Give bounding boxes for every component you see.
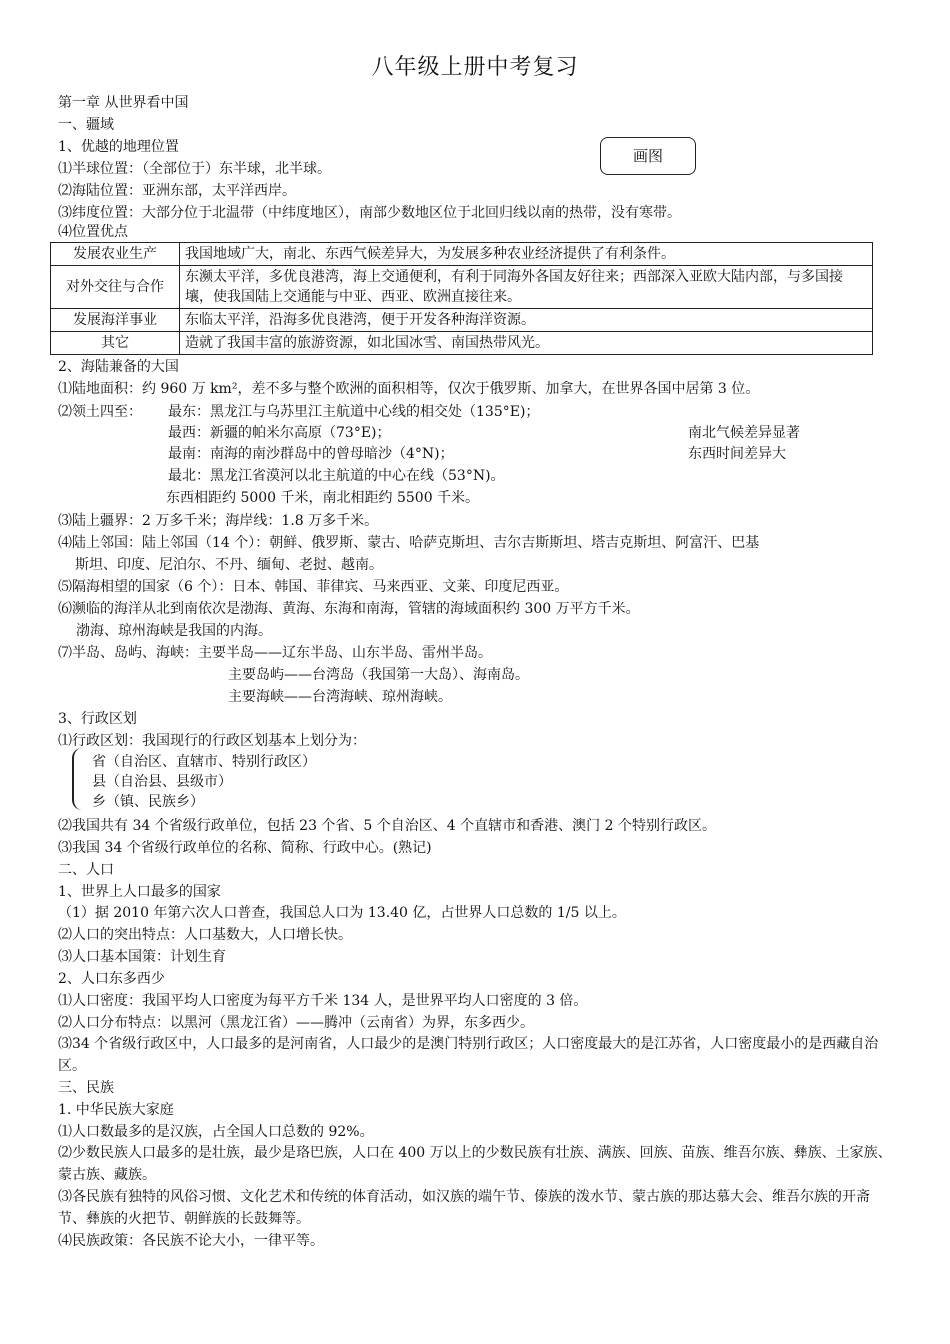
text-line: ⑹濒临的海洋从北到南依次是渤海、黄海、东海和南海，管辖的海域面积约 300 万平方千米。: [58, 601, 640, 617]
text-line: ⑵领土四至：: [58, 404, 142, 420]
section-heading: 一、疆域: [58, 117, 114, 133]
admin-level: 省（自治区、直辖市、特别行政区）: [92, 754, 316, 770]
text-paragraph: ⑵少数民族人口最多的是壮族，最少是珞巴族，人口在 400 万以上的少数民族有壮族、满族、回族、苗族、维吾尔族、彝族、土家族、蒙古族、藏族。: [58, 1145, 892, 1183]
table-value: 东濒太平洋，多优良港湾，海上交通便利，有利于同海外各国友好往来；西部深入亚欧大陆内部，与多国接壤，使我国陆上交通能与中亚、西亚、欧洲直接往来。: [180, 266, 873, 309]
text-line: ⑵人口的突出特点：人口基数大，人口增长快。: [58, 927, 352, 943]
side-note: 南北气候差异显著: [688, 425, 800, 441]
admin-level: 乡（镇、民族乡）: [92, 794, 204, 810]
admin-level: 县（自治县、县级市）: [92, 774, 232, 790]
text-line: ⑵人口分布特点：以黑河（黑龙江省）——腾冲（云南省）为界，东多西少。: [58, 1015, 534, 1031]
subsection-heading: 1. 中华民族大家庭: [58, 1102, 174, 1118]
text-line: ⑴半球位置：（全部位于）东半球，北半球。: [58, 161, 331, 177]
text-line: ⑸隔海相望的国家（6 个）：日本、韩国、菲律宾、马来西亚、文莱、印度尼西亚。: [58, 579, 569, 595]
text-line: 斯坦、印度、尼泊尔、不丹、缅甸、老挝、越南。: [75, 557, 383, 573]
chapter-heading: 第一章 从世界看中国: [58, 95, 189, 111]
text-line: ⑶人口基本国策：计划生育: [58, 949, 226, 965]
text-line: ⑴人口数最多的是汉族，占全国人口总数的 92%。: [58, 1124, 374, 1140]
extreme-west: 最西：新疆的帕米尔高原（73°E)；: [168, 425, 391, 441]
table-value: 东临太平洋，沿海多优良港湾，便于开发各种海洋资源。: [180, 309, 873, 332]
side-note: 东西时间差异大: [688, 446, 786, 462]
text-line: ⑴陆地面积：约 960 万 km²，差不多与整个欧洲的面积相等，仅次于俄罗斯、加拿大，在世界各国中居第 3 位。: [58, 381, 760, 397]
text-line: 主要岛屿——台湾岛（我国第一大岛）、海南岛。: [228, 667, 529, 683]
extreme-south: 最南：南海的南沙群岛中的曾母暗沙（4°N)；: [168, 446, 454, 462]
extreme-east: 最东：黑龙江与乌苏里江主航道中心线的相交处（135°E)；: [168, 404, 540, 420]
table-row: [51, 332, 873, 355]
text-line: ⑷陆上邻国：陆上邻国（14 个）：朝鲜、俄罗斯、蒙古、哈萨克斯坦、吉尔吉斯斯坦、塔吉克斯坦、阿富汗、巴基: [58, 535, 760, 551]
table-key: 发展农业生产: [51, 243, 180, 266]
text-line: ⑴人口密度：我国平均人口密度为每平方千米 134 人，是世界平均人口密度的 3 倍。: [58, 993, 588, 1009]
text-line: ⑵我国共有 34 个省级行政单位，包括 23 个省、5 个自治区、4 个直辖市和香港、澳门 2 个特别行政区。: [58, 818, 716, 834]
table-key: 其它: [51, 332, 180, 355]
table-row: [51, 266, 873, 309]
brace-bracket: [72, 748, 84, 810]
subsection-heading: 1、优越的地理位置: [58, 139, 179, 155]
table-row: [51, 243, 873, 266]
subsection-heading: 2、人口东多西少: [58, 971, 165, 987]
subsection-heading: 3、行政区划: [58, 711, 137, 727]
extreme-north: 最北：黑龙江省漠河以北主航道的中心在线（53°N)。: [168, 468, 505, 484]
text-line: 东西相距约 5000 千米，南北相距约 5500 千米。: [166, 490, 480, 506]
table-value: 我国地域广大，南北、东西气候差异大，为发展多种农业经济提供了有利条件。: [180, 243, 873, 266]
page-title: 八年级上册中考复习: [371, 55, 579, 80]
location-advantages-table: [50, 242, 873, 355]
draw-figure-box: 画图: [600, 137, 696, 175]
text-line: ⑶我国 34 个省级行政单位的名称、简称、行政中心。(熟记): [58, 840, 432, 856]
table-key: 对外交往与合作: [51, 266, 180, 309]
text-line: （1）据 2010 年第六次人口普查，我国总人口为 13.40 亿，占世界人口总数的 1/5 以上。: [58, 905, 626, 921]
table-value: 造就了我国丰富的旅游资源，如北国冰雪、南国热带风光。: [180, 332, 873, 355]
text-line: 主要海峡——台湾海峡、琼州海峡。: [228, 689, 452, 705]
text-line: ⑷民族政策：各民族不论大小，一律平等。: [58, 1233, 324, 1249]
text-line: ⑺半岛、岛屿、海峡：主要半岛——辽东半岛、山东半岛、雷州半岛。: [58, 645, 492, 661]
text-line: ⑵海陆位置：亚洲东部，太平洋西岸。: [58, 183, 296, 199]
text-line: ⑴行政区划：我国现行的行政区划基本上划分为：: [58, 733, 366, 749]
text-line: ⑷位置优点: [58, 224, 128, 240]
text-paragraph: ⑶34 个省级行政区中，人口最多的是河南省，人口最少的是澳门特别行政区；人口密度最大的是江苏省，人口密度最小的是西藏自治区。: [58, 1036, 879, 1074]
text-line: 渤海、琼州海峡是我国的内海。: [76, 623, 272, 639]
text-line: ⑶陆上疆界：2 万多千米；海岸线：1.8 万多千米。: [58, 513, 379, 529]
table-row: [51, 309, 873, 332]
text-paragraph: ⑶各民族有独特的风俗习惯、文化艺术和传统的体育活动，如汉族的端午节、傣族的泼水节、蒙古族的那达慕大会、维吾尔族的开斋节、彝族的火把节、朝鲜族的长鼓舞等。: [58, 1189, 870, 1227]
table-key: 发展海洋事业: [51, 309, 180, 332]
section-heading: 二、人口: [58, 862, 114, 878]
section-heading: 三、民族: [58, 1080, 114, 1096]
text-line: ⑶纬度位置：大部分位于北温带（中纬度地区），南部少数地区位于北回归线以南的热带，没有寒带。: [58, 205, 681, 221]
subsection-heading: 2、海陆兼备的大国: [58, 359, 179, 375]
subsection-heading: 1、世界上人口最多的国家: [58, 884, 221, 900]
